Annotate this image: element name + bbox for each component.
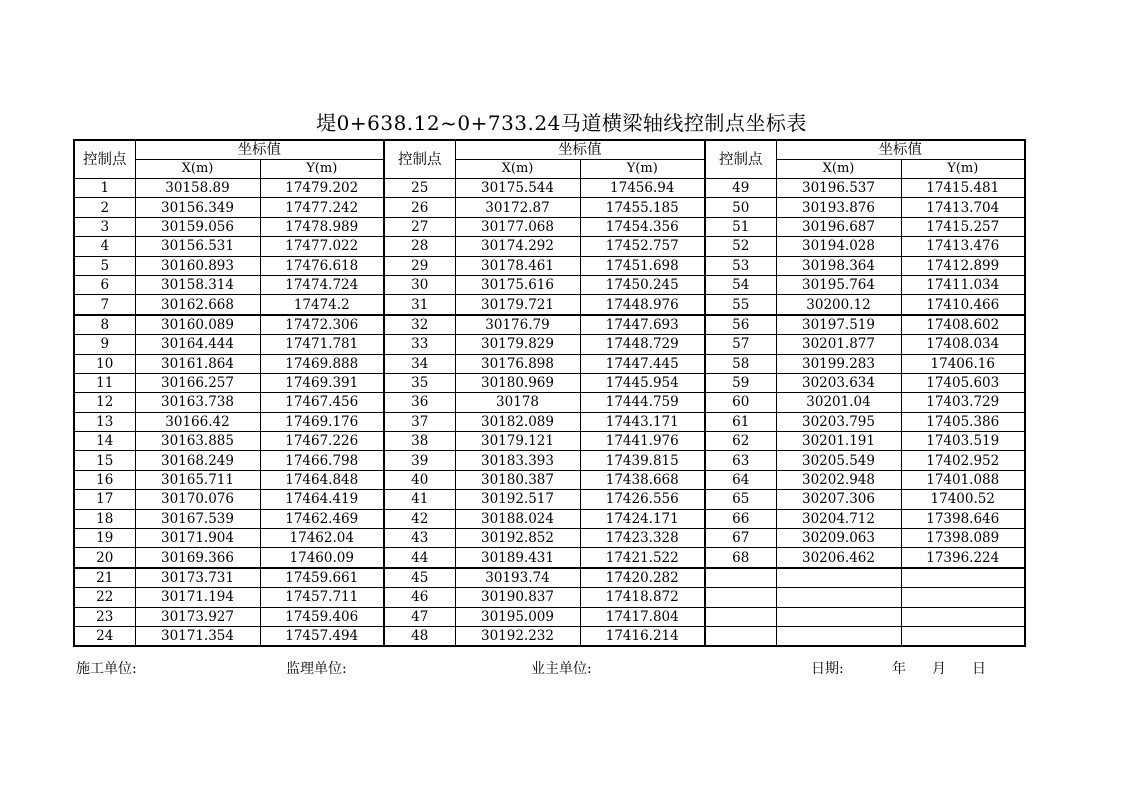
point-id: 30 [384,275,455,294]
point-id: 9 [74,335,135,354]
y-value: 17455.185 [580,198,705,217]
supervisor-label: 监理单位: [286,661,347,677]
y-value: 17406.16 [901,354,1025,373]
point-id: 18 [74,509,135,528]
point-id: 59 [705,373,776,392]
x-value: 30195.009 [455,607,580,626]
x-value: 30163.885 [135,432,260,451]
header-y: Y(m) [580,160,705,179]
x-value: 30170.076 [135,490,260,509]
point-id: 40 [384,470,455,489]
point-id: 51 [705,217,776,236]
header-x: X(m) [455,160,580,179]
date-label: 日期: [811,661,844,677]
point-id: 46 [384,588,455,607]
y-value: 17415.481 [901,179,1025,198]
point-id: 29 [384,256,455,275]
y-value: 17451.698 [580,256,705,275]
x-value: 30171.354 [135,626,260,646]
y-value [901,568,1025,588]
table-row [74,217,1025,236]
y-value: 17452.757 [580,237,705,256]
x-value [776,607,901,626]
x-value: 30189.431 [455,548,580,568]
x-value: 30159.056 [135,217,260,236]
y-value: 17447.445 [580,354,705,373]
y-value [901,626,1025,646]
y-value: 17417.804 [580,607,705,626]
point-id: 61 [705,412,776,431]
table-row [74,432,1025,451]
y-value: 17418.872 [580,588,705,607]
x-value: 30169.366 [135,548,260,568]
table-row [74,509,1025,528]
y-value: 17466.798 [260,451,384,470]
y-value: 17454.356 [580,217,705,236]
y-value: 17423.328 [580,529,705,548]
x-value [776,626,901,646]
x-value: 30206.462 [776,548,901,568]
x-value [776,588,901,607]
y-value: 17457.494 [260,626,384,646]
point-id: 38 [384,432,455,451]
table-body [74,179,1025,647]
y-value: 17439.815 [580,451,705,470]
y-value: 17448.729 [580,335,705,354]
x-value: 30158.314 [135,275,260,294]
x-value: 30207.306 [776,490,901,509]
y-value: 17474.2 [260,295,384,315]
y-value: 17459.661 [260,568,384,588]
x-value [776,568,901,588]
x-value: 30193.74 [455,568,580,588]
x-value: 30193.876 [776,198,901,217]
table-row [74,529,1025,548]
point-id: 62 [705,432,776,451]
y-value: 17396.224 [901,548,1025,568]
point-id: 63 [705,451,776,470]
point-id: 64 [705,470,776,489]
y-value: 17421.522 [580,548,705,568]
point-id: 39 [384,451,455,470]
y-value: 17459.406 [260,607,384,626]
table-row [74,490,1025,509]
x-value: 30197.519 [776,315,901,335]
point-id: 43 [384,529,455,548]
y-value: 17416.214 [580,626,705,646]
header-control-point: 控制点 [384,140,455,179]
point-id: 47 [384,607,455,626]
point-id: 10 [74,354,135,373]
point-id [705,588,776,607]
table-row [74,588,1025,607]
date-year: 年 [892,661,906,677]
x-value: 30166.257 [135,373,260,392]
x-value: 30158.89 [135,179,260,198]
table-row [74,237,1025,256]
point-id: 12 [74,393,135,412]
point-id: 58 [705,354,776,373]
table-row [74,198,1025,217]
point-id: 25 [384,179,455,198]
y-value: 17450.245 [580,275,705,294]
table-row [74,607,1025,626]
y-value: 17477.242 [260,198,384,217]
point-id: 26 [384,198,455,217]
date-day: 日 [972,661,986,677]
y-value: 17467.226 [260,432,384,451]
x-value: 30182.089 [455,412,580,431]
y-value: 17408.602 [901,315,1025,335]
header-control-point: 控制点 [74,140,135,179]
point-id: 6 [74,275,135,294]
point-id: 48 [384,626,455,646]
x-value: 30162.668 [135,295,260,315]
y-value: 17420.282 [580,568,705,588]
table-row [74,626,1025,646]
header-coordinate-value: 坐标值 [776,140,1025,160]
y-value: 17398.089 [901,529,1025,548]
point-id: 2 [74,198,135,217]
point-id: 45 [384,568,455,588]
x-value: 30173.731 [135,568,260,588]
x-value: 30168.249 [135,451,260,470]
y-value: 17462.04 [260,529,384,548]
x-value: 30174.292 [455,237,580,256]
y-value: 17408.034 [901,335,1025,354]
header-coordinate-value: 坐标值 [135,140,384,160]
x-value: 30160.089 [135,315,260,335]
y-value: 17464.848 [260,470,384,489]
header-coordinate-value: 坐标值 [455,140,705,160]
x-value: 30172.87 [455,198,580,217]
x-value: 30167.539 [135,509,260,528]
y-value: 17410.466 [901,295,1025,315]
x-value: 30198.364 [776,256,901,275]
point-id: 15 [74,451,135,470]
x-value: 30183.393 [455,451,580,470]
y-value: 17476.618 [260,256,384,275]
y-value: 17403.729 [901,393,1025,412]
y-value: 17424.171 [580,509,705,528]
table-row [74,335,1025,354]
x-value: 30176.79 [455,315,580,335]
table-row [74,354,1025,373]
y-value: 17479.202 [260,179,384,198]
coordinate-table [73,139,1026,647]
point-id: 66 [705,509,776,528]
point-id: 44 [384,548,455,568]
x-value: 30196.687 [776,217,901,236]
point-id: 16 [74,470,135,489]
x-value: 30165.711 [135,470,260,489]
table-row [74,275,1025,294]
point-id: 60 [705,393,776,412]
y-value: 17474.724 [260,275,384,294]
point-id: 4 [74,237,135,256]
point-id: 55 [705,295,776,315]
x-value: 30175.544 [455,179,580,198]
table-row [74,412,1025,431]
y-value: 17411.034 [901,275,1025,294]
x-value: 30161.864 [135,354,260,373]
x-value: 30156.349 [135,198,260,217]
y-value: 17415.257 [901,217,1025,236]
table-row [74,256,1025,275]
point-id: 13 [74,412,135,431]
point-id: 67 [705,529,776,548]
table-row [74,451,1025,470]
x-value: 30196.537 [776,179,901,198]
x-value: 30192.517 [455,490,580,509]
point-id: 3 [74,217,135,236]
x-value: 30201.877 [776,335,901,354]
y-value: 17464.419 [260,490,384,509]
point-id: 7 [74,295,135,315]
point-id: 32 [384,315,455,335]
point-id [705,568,776,588]
point-id: 5 [74,256,135,275]
point-id: 53 [705,256,776,275]
x-value: 30179.121 [455,432,580,451]
contractor-label: 施工单位: [76,661,137,677]
y-value: 17471.781 [260,335,384,354]
x-value: 30194.028 [776,237,901,256]
y-value: 17447.693 [580,315,705,335]
owner-label: 业主单位: [531,661,592,677]
y-value: 17460.09 [260,548,384,568]
point-id: 23 [74,607,135,626]
date-month: 月 [932,661,946,677]
y-value: 17405.386 [901,412,1025,431]
x-value: 30175.616 [455,275,580,294]
y-value: 17469.176 [260,412,384,431]
y-value [901,607,1025,626]
point-id: 52 [705,237,776,256]
x-value: 30164.444 [135,335,260,354]
table-row [74,373,1025,392]
point-id: 28 [384,237,455,256]
y-value: 17413.476 [901,237,1025,256]
y-value: 17398.646 [901,509,1025,528]
point-id [705,607,776,626]
point-id: 65 [705,490,776,509]
x-value: 30195.764 [776,275,901,294]
table-row [74,470,1025,489]
x-value: 30180.969 [455,373,580,392]
header-y: Y(m) [901,160,1025,179]
point-id: 49 [705,179,776,198]
x-value: 30200.12 [776,295,901,315]
y-value: 17472.306 [260,315,384,335]
y-value: 17405.603 [901,373,1025,392]
point-id: 68 [705,548,776,568]
y-value: 17401.088 [901,470,1025,489]
x-value: 30177.068 [455,217,580,236]
x-value: 30178 [455,393,580,412]
x-value: 30203.634 [776,373,901,392]
y-value: 17456.94 [580,179,705,198]
point-id: 34 [384,354,455,373]
y-value [901,588,1025,607]
table-row [74,568,1025,588]
point-id: 21 [74,568,135,588]
x-value: 30201.04 [776,393,901,412]
point-id: 27 [384,217,455,236]
point-id: 14 [74,432,135,451]
x-value: 30204.712 [776,509,901,528]
x-value: 30205.549 [776,451,901,470]
x-value: 30180.387 [455,470,580,489]
x-value: 30173.927 [135,607,260,626]
x-value: 30192.852 [455,529,580,548]
table-row [74,179,1025,198]
y-value: 17462.469 [260,509,384,528]
point-id: 22 [74,588,135,607]
header-y: Y(m) [260,160,384,179]
x-value: 30209.063 [776,529,901,548]
y-value: 17413.704 [901,198,1025,217]
y-value: 17441.976 [580,432,705,451]
header-control-point: 控制点 [705,140,776,179]
x-value: 30202.948 [776,470,901,489]
point-id: 1 [74,179,135,198]
x-value: 30176.898 [455,354,580,373]
y-value: 17444.759 [580,393,705,412]
header-x: X(m) [135,160,260,179]
point-id: 20 [74,548,135,568]
y-value: 17448.976 [580,295,705,315]
x-value: 30179.829 [455,335,580,354]
point-id: 36 [384,393,455,412]
x-value: 30160.893 [135,256,260,275]
point-id: 11 [74,373,135,392]
y-value: 17412.899 [901,256,1025,275]
point-id: 35 [384,373,455,392]
y-value: 17403.519 [901,432,1025,451]
y-value: 17477.022 [260,237,384,256]
table-row [74,295,1025,315]
point-id: 8 [74,315,135,335]
y-value: 17445.954 [580,373,705,392]
point-id: 31 [384,295,455,315]
x-value: 30156.531 [135,237,260,256]
point-id: 37 [384,412,455,431]
point-id: 41 [384,490,455,509]
y-value: 17469.888 [260,354,384,373]
y-value: 17400.52 [901,490,1025,509]
x-value: 30179.721 [455,295,580,315]
point-id: 54 [705,275,776,294]
point-id: 24 [74,626,135,646]
point-id: 33 [384,335,455,354]
point-id: 50 [705,198,776,217]
y-value: 17457.711 [260,588,384,607]
x-value: 30166.42 [135,412,260,431]
table-row [74,393,1025,412]
table-row [74,548,1025,568]
point-id [705,626,776,646]
page-title: 堤0+638.12~0+733.24马道横梁轴线控制点坐标表 [316,111,807,135]
point-id: 56 [705,315,776,335]
point-id: 42 [384,509,455,528]
y-value: 17467.456 [260,393,384,412]
x-value: 30199.283 [776,354,901,373]
point-id: 19 [74,529,135,548]
signature-footer [76,658,1016,678]
x-value: 30188.024 [455,509,580,528]
x-value: 30163.738 [135,393,260,412]
y-value: 17438.668 [580,470,705,489]
y-value: 17443.171 [580,412,705,431]
x-value: 30203.795 [776,412,901,431]
y-value: 17402.952 [901,451,1025,470]
y-value: 17426.556 [580,490,705,509]
x-value: 30192.232 [455,626,580,646]
header-x: X(m) [776,160,901,179]
point-id: 17 [74,490,135,509]
x-value: 30171.194 [135,588,260,607]
x-value: 30190.837 [455,588,580,607]
y-value: 17469.391 [260,373,384,392]
point-id: 57 [705,335,776,354]
x-value: 30201.191 [776,432,901,451]
x-value: 30178.461 [455,256,580,275]
x-value: 30171.904 [135,529,260,548]
table-row [74,315,1025,335]
y-value: 17478.989 [260,217,384,236]
